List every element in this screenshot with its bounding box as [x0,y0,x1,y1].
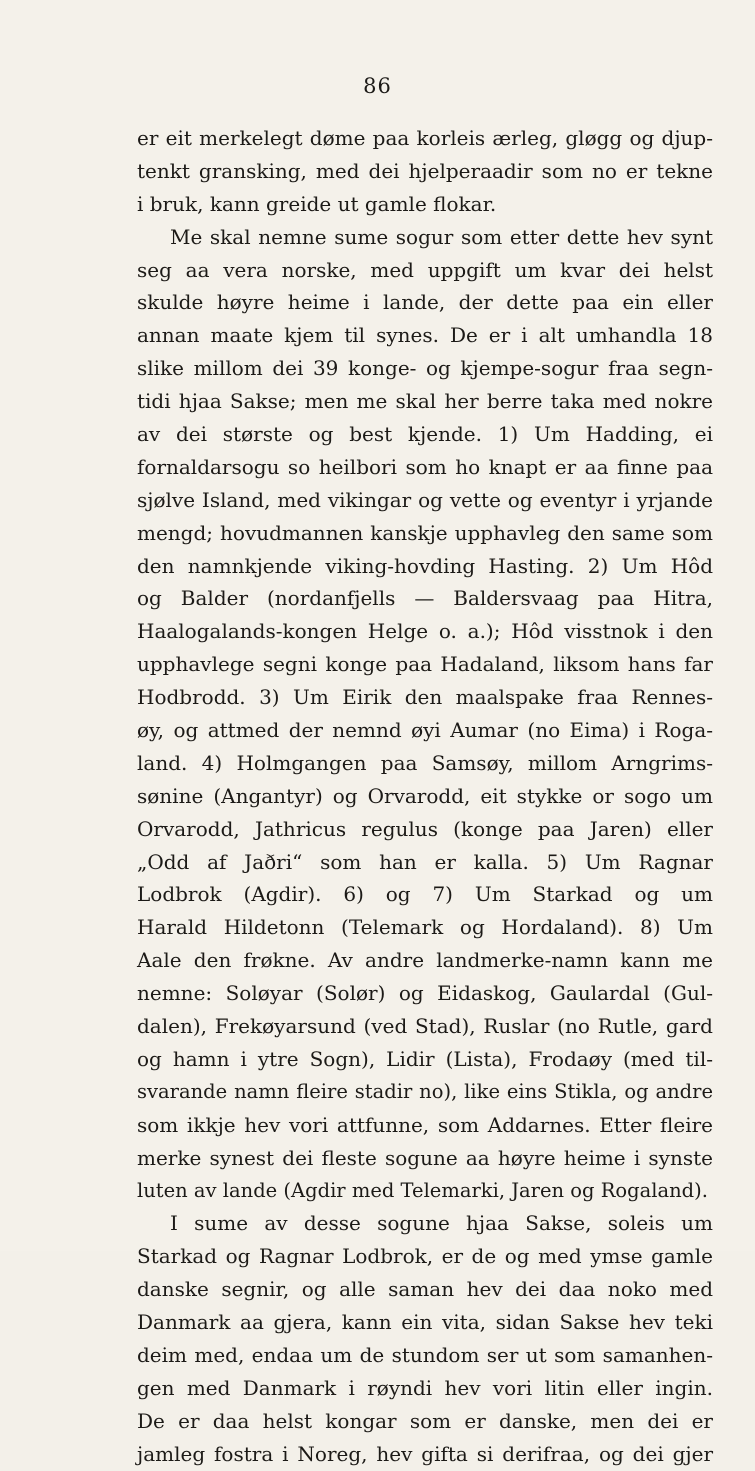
body-text [137,122,713,1471]
text-line: fornaldarsogu so heilbori som ho knapt er aa finne paa [137,454,713,479]
text-line: sønine (Angantyr) og Orvarodd, eit stykke or sogo um [137,783,713,808]
text-line: Haalogalands-kongen Helge o. a.); Hôd visstnok i den [137,619,713,644]
text-line: som ikkje hev vori attfunne, som Addarnes. Etter fleire [137,1112,713,1137]
text-line: tidi hjaa Sakse; men me skal her berre taka med nokre [137,389,713,414]
text-line: den namnkjende viking-hovding Hasting. 2) Um Hôd [137,553,713,578]
text-line: annan maate kjem til synes. De er i alt umhandla 18 [137,323,713,348]
text-line: svarande namn fleire stadir no), like eins Stikla, og andre [137,1079,713,1103]
text-line: Orvarodd, Jathricus regulus (konge paa Jaren) eller [137,816,713,841]
text-line: i bruk, kann greide ut gamle flokar. [137,191,497,216]
text-line: sjølve Island, med vikingar og vette og eventyr i yrjande [137,487,713,512]
text-line: dalen), Frekøyarsund (ved Stad), Ruslar (no Rutle, gard [137,1014,713,1039]
text-line: Me skal nemne sume sogur som etter dette hev synt [170,224,713,249]
text-line: jamleg fostra i Noreg, hev gifta si derifraa, og dei gjer [137,1441,713,1466]
text-line: mengd; hovudmannen kanskje upphavleg den same som [137,520,713,545]
text-line: upphavlege segni konge paa Hadaland, liksom hans far [137,652,713,677]
text-line: luten av lande (Agdir med Telemarki, Jaren og Rogaland). [137,1178,708,1202]
text-line: tenkt gransking, med dei hjelperaadir som no er tekne [137,158,713,183]
text-line: seg aa vera norske, med uppgift um kvar dei helst [137,257,713,282]
text-line: og hamn i ytre Sogn), Lidir (Lista), Frodaøy (med til- [137,1046,713,1071]
text-line: Hodbrodd. 3) Um Eirik den maalspake fraa Rennes- [137,685,713,710]
text-line: er eit merkelegt døme paa korleis ærleg, gløgg og djup- [137,126,713,150]
text-line: land. 4) Holmgangen paa Samsøy, millom Arngrims- [137,750,713,775]
text-line: Harald Hildetonn (Telemark og Hordaland). 8) Um [137,915,713,940]
text-line: Danmark aa gjera, kann ein vita, sidan Sakse hev teki [137,1310,713,1335]
text-line: Aale den frøkne. Av andre landmerke-namn kann me [137,948,713,973]
text-line: danske segnir, og alle saman hev dei daa noko med [137,1277,713,1302]
text-line: nemne: Soløyar (Solør) og Eidaskog, Gaulardal (Gul- [137,981,713,1006]
text-line: „Odd af Jaðri“ som han er kalla. 5) Um Ragnar [137,849,713,874]
text-line: Starkad og Ragnar Lodbrok, er de og med ymse gamle [137,1244,713,1269]
text-line: I sume av desse sogune hjaa Sakse, soleis um [170,1211,713,1236]
text-line: av dei største og best kjende. 1) Um Hadding, ei [137,422,713,447]
text-line: og Balder (nordanfjells — Baldersvaag paa Hitra, [137,586,713,611]
text-line: Lodbrok (Agdir). 6) og 7) Um Starkad og um [137,882,713,907]
text-line: gen med Danmark i røyndi hev vori litin eller ingin. [137,1375,713,1400]
text-line: skulde høyre heime i lande, der dette paa ein eller [137,290,713,315]
page-number: 86 [363,74,392,98]
text-line: øy, og attmed der nemnd øyi Aumar (no Eima) i Roga- [137,718,713,743]
text-line: deim med, endaa um de stundom ser ut som samanhen- [137,1342,713,1367]
text-line: De er daa helst kongar som er danske, men dei er [137,1408,713,1433]
text-line: merke synest dei fleste sogune aa høyre heime i synste [137,1145,713,1170]
text-line: slike millom dei 39 konge- og kjempe-sogur fraa segn- [137,356,713,381]
